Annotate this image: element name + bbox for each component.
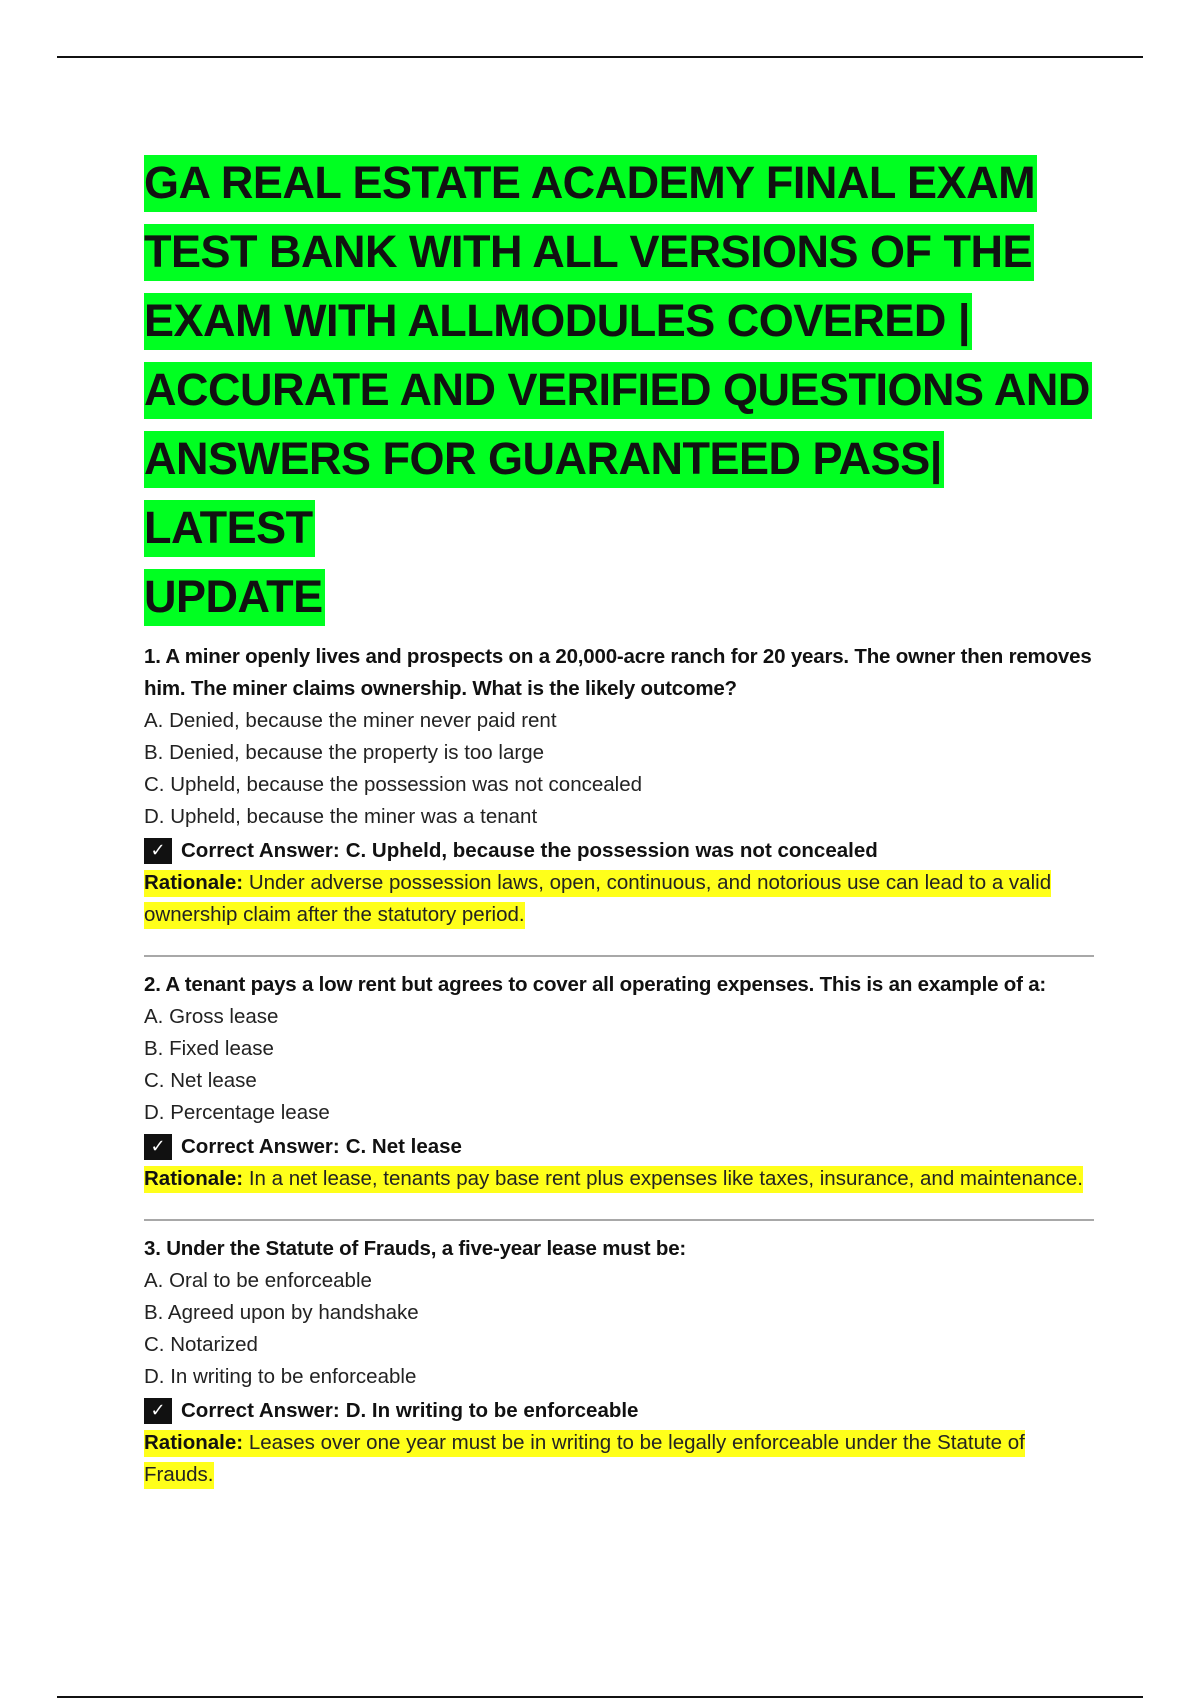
spacer: [144, 631, 1094, 641]
rationale-label: Rationale:: [144, 1431, 244, 1454]
correct-answer-label: Correct Answer:: [181, 1399, 340, 1422]
rationale: [144, 1427, 1094, 1491]
option-b: B. Agreed upon by handshake: [144, 1301, 419, 1324]
option-a: A. Denied, because the miner never paid rent: [144, 709, 557, 732]
bottom-rule: [57, 1696, 1143, 1698]
question-divider: [144, 955, 1094, 957]
rationale-label: Rationale:: [144, 871, 244, 894]
check-box-icon: ✓: [144, 838, 172, 864]
question-text: 2. A tenant pays a low rent but agrees to cover all operating expenses. This is an example of a:: [144, 973, 1047, 996]
top-rule: [57, 56, 1143, 58]
title-line: GA REAL ESTATE ACADEMY FINAL EXAM: [144, 155, 1037, 212]
rationale-text: In a net lease, tenants pay base rent plus expenses like taxes, insurance, and maintenance.: [248, 1167, 1084, 1190]
check-box-icon: ✓: [144, 1398, 172, 1424]
correct-answer: [144, 835, 1094, 867]
title-line: TEST BANK WITH ALL VERSIONS OF THE: [144, 224, 1034, 281]
correct-answer-value: C. Upheld, because the possession was not concealed: [345, 839, 878, 862]
option-b: B. Denied, because the property is too large: [144, 741, 544, 764]
option-c: C. Notarized: [144, 1333, 258, 1356]
question-2: [144, 969, 1094, 1195]
document-body: [144, 148, 1094, 1491]
rationale-label: Rationale:: [144, 1167, 244, 1190]
option-d: D. In writing to be enforceable: [144, 1365, 417, 1388]
rationale: [144, 867, 1094, 931]
rationale-text: Leases over one year must be in writing to be legally enforceable under the Statute of Frauds.: [144, 1431, 1025, 1486]
option-d: D. Percentage lease: [144, 1101, 330, 1124]
option-a: A. Oral to be enforceable: [144, 1269, 372, 1292]
document-title: [144, 148, 1094, 631]
question-text: 1. A miner openly lives and prospects on a 20,000-acre ranch for 20 years. The owner then removes him. The miner claims ownership. What is the likely outcome?: [144, 645, 1092, 700]
question-1: [144, 641, 1094, 931]
option-d: D. Upheld, because the miner was a tenant: [144, 805, 538, 828]
option-a: A. Gross lease: [144, 1005, 279, 1028]
answer-options: [144, 1001, 1094, 1129]
correct-answer-label: Correct Answer:: [181, 1135, 340, 1158]
option-b: B. Fixed lease: [144, 1037, 274, 1060]
answer-options: [144, 1265, 1094, 1393]
question-divider: [144, 1219, 1094, 1221]
title-line: ANSWERS FOR GUARANTEED PASS| LATEST: [144, 431, 944, 557]
correct-answer: [144, 1131, 1094, 1163]
rationale: [144, 1163, 1094, 1195]
title-line: UPDATE: [144, 569, 325, 626]
correct-answer-value: C. Net lease: [345, 1135, 462, 1158]
option-c: C. Upheld, because the possession was not concealed: [144, 773, 643, 796]
title-line: EXAM WITH ALLMODULES COVERED |: [144, 293, 972, 350]
correct-answer-value: D. In writing to be enforceable: [345, 1399, 639, 1422]
option-c: C. Net lease: [144, 1069, 257, 1092]
question-text: 3. Under the Statute of Frauds, a five-year lease must be:: [144, 1237, 687, 1260]
correct-answer-label: Correct Answer:: [181, 839, 340, 862]
question-3: [144, 1233, 1094, 1491]
answer-options: [144, 705, 1094, 833]
title-line: ACCURATE AND VERIFIED QUESTIONS AND: [144, 362, 1092, 419]
check-box-icon: ✓: [144, 1134, 172, 1160]
correct-answer: [144, 1395, 1094, 1427]
rationale-text: Under adverse possession laws, open, continuous, and notorious use can lead to a valid ownership claim after the statutory period.: [144, 871, 1052, 926]
